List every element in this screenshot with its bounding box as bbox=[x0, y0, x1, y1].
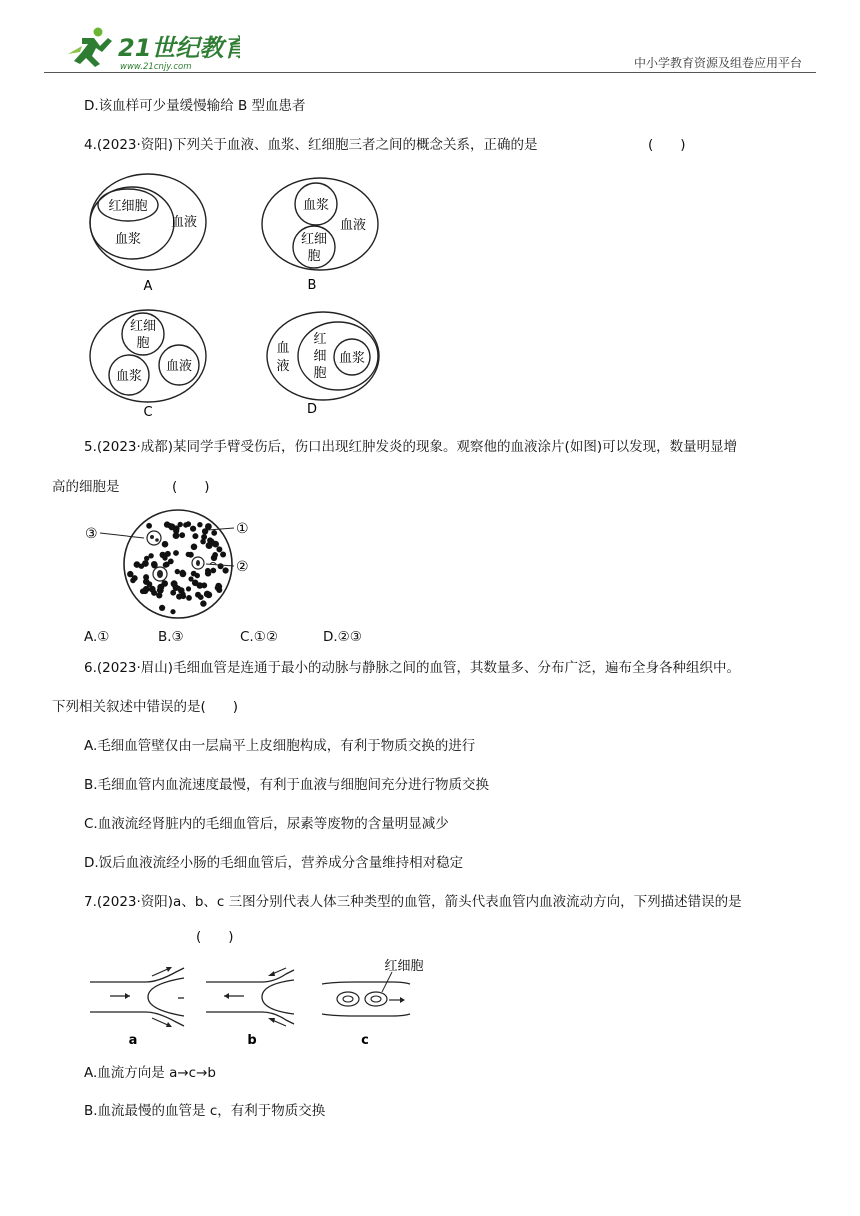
q4d-rbc-1: 红 bbox=[313, 332, 327, 347]
q6-option-d: D.饭后血液流经小肠的毛细血管后，营养成分含量维持相对稳定 bbox=[84, 855, 464, 871]
q5-option-d: D.②③ bbox=[323, 629, 362, 645]
logo-text: 21世纪教育 bbox=[118, 34, 240, 62]
q6-option-b: B.毛细血管内血流速度最慢，有利于血液与细胞间充分进行物质交换 bbox=[84, 777, 490, 793]
red-blood-cell-dot bbox=[212, 541, 219, 548]
q4d-blood-2: 液 bbox=[276, 359, 290, 374]
header-divider bbox=[44, 72, 816, 73]
red-blood-cell-dot bbox=[197, 522, 202, 527]
q4-diagram-b bbox=[262, 178, 378, 293]
q5-blood-smear-figure bbox=[80, 506, 280, 620]
rbc-label: 红细胞 bbox=[384, 959, 424, 974]
red-blood-cell-dot bbox=[143, 574, 149, 580]
q4b-blood: 血液 bbox=[339, 218, 367, 233]
label-1: ① bbox=[236, 521, 249, 537]
q7-stem: 7.(2023·资阳)a、b、c 三图分别代表人体三种类型的血管，箭头代表血管内血液流动方向，下列描述错误的是 bbox=[84, 894, 742, 910]
q4-answer-paren: ( ) bbox=[648, 137, 686, 153]
red-blood-cell-dot bbox=[223, 567, 229, 573]
red-blood-cell-dot bbox=[147, 581, 153, 587]
red-blood-cell-dot bbox=[186, 586, 191, 591]
q4a-blood: 血液 bbox=[170, 215, 198, 230]
vessel-c bbox=[322, 959, 424, 1048]
label-3: ③ bbox=[85, 526, 98, 542]
red-blood-cell-dot bbox=[186, 595, 192, 601]
red-blood-cell-dot bbox=[204, 591, 211, 598]
label-b: b bbox=[247, 1033, 257, 1048]
red-blood-cell-dot bbox=[188, 552, 194, 558]
header-platform-text: 中小学教育资源及组卷应用平台 bbox=[633, 56, 802, 70]
red-blood-cell-dot bbox=[198, 594, 204, 600]
q4c-plasma: 血浆 bbox=[115, 369, 143, 384]
q4b-plasma: 血浆 bbox=[302, 198, 330, 213]
q4-figure bbox=[80, 170, 400, 420]
vessel-a bbox=[90, 967, 184, 1048]
red-blood-cell-dot bbox=[188, 576, 193, 581]
q6-stem-line1: 6.(2023·眉山)毛细血管是连通于最小的动脉与静脉之间的血管，其数量多、分布广泛，遍布全身各种组织中。 bbox=[84, 660, 741, 676]
red-blood-cell-dot bbox=[170, 609, 175, 614]
red-blood-cell-dot bbox=[170, 590, 176, 596]
q7-option-a: A.血流方向是 a→c→b bbox=[84, 1065, 216, 1081]
runner-logo-icon bbox=[68, 28, 112, 68]
red-blood-cell-dot bbox=[211, 530, 217, 536]
red-blood-cell-dot bbox=[173, 550, 179, 556]
q6-option-a: A.毛细血管壁仅由一层扁平上皮细胞构成，有利于物质交换的进行 bbox=[84, 738, 476, 754]
header-logo bbox=[60, 24, 240, 72]
red-blood-cell-dot bbox=[163, 562, 169, 568]
red-blood-cell-dot bbox=[201, 534, 207, 540]
red-blood-cell-dot bbox=[159, 605, 165, 611]
red-blood-cell-dot bbox=[181, 592, 186, 597]
red-blood-cell-dot bbox=[186, 521, 192, 527]
red-blood-cell-dot bbox=[212, 552, 218, 558]
q4c-blood: 血液 bbox=[165, 359, 193, 374]
q7-vessels-figure bbox=[86, 954, 436, 1050]
red-blood-cell-dot bbox=[162, 541, 169, 548]
q4-diagram-c bbox=[90, 310, 206, 420]
red-blood-cell-dot bbox=[205, 568, 211, 574]
q7-answer-paren: ( ) bbox=[196, 929, 234, 945]
q6-option-c: C.血液流经肾脏内的毛细血管后，尿素等废物的含量明显减少 bbox=[84, 816, 449, 832]
red-blood-cell-dot bbox=[192, 533, 198, 539]
q3-option-d: D.该血样可少量缓慢输给 B 型血患者 bbox=[84, 98, 306, 114]
q4b-rbc-1: 红细 bbox=[300, 232, 328, 247]
q4a-rbc: 红细胞 bbox=[108, 199, 148, 214]
red-blood-cell-dot bbox=[175, 569, 180, 574]
q7-option-b: B.血流最慢的血管是 c，有利于物质交换 bbox=[84, 1103, 326, 1119]
red-blood-cell-dot bbox=[180, 570, 185, 575]
q4d-rbc-2: 细 bbox=[313, 349, 327, 364]
q5-stem-line2: 高的细胞是 bbox=[52, 479, 120, 495]
red-blood-cell-dot bbox=[206, 542, 213, 549]
q5-answer-paren: ( ) bbox=[172, 479, 210, 495]
q4-stem: 4.(2023·资阳)下列关于血液、血浆、红细胞三者之间的概念关系，正确的是 bbox=[84, 137, 538, 153]
red-blood-cell-dot bbox=[176, 586, 181, 591]
red-blood-cell-dot bbox=[202, 528, 208, 534]
vessel-b bbox=[206, 968, 294, 1048]
q4b-rbc-2: 胞 bbox=[307, 249, 321, 264]
red-blood-cell-dot bbox=[218, 563, 224, 569]
red-blood-cell-dot bbox=[142, 560, 149, 567]
q4-diagram-d bbox=[267, 312, 379, 417]
red-blood-cell-dot bbox=[191, 544, 198, 551]
q4c-rbc-2: 胞 bbox=[136, 336, 150, 351]
q6-stem-line2: 下列相关叙述中错误的是( ) bbox=[52, 699, 239, 715]
q4b-label: B bbox=[307, 278, 317, 293]
red-blood-cell-dot bbox=[160, 552, 166, 558]
q4c-rbc-1: 红细 bbox=[129, 319, 157, 334]
label-a: a bbox=[128, 1033, 138, 1048]
q4a-plasma: 血浆 bbox=[114, 232, 142, 247]
label-c: c bbox=[361, 1033, 369, 1048]
red-blood-cell-dot bbox=[134, 561, 141, 568]
red-blood-cell-dot bbox=[191, 571, 197, 577]
red-blood-cell-dot bbox=[220, 552, 226, 558]
q5-stem-line1: 5.(2023·成都)某同学手臂受伤后，伤口出现红肿发炎的现象。观察他的血液涂片(如图)可以发现，数量明显增 bbox=[84, 439, 738, 455]
red-blood-cell-dot bbox=[156, 592, 162, 598]
q4c-label: C bbox=[143, 405, 153, 420]
label-2: ② bbox=[236, 559, 249, 575]
q4-diagram-a bbox=[90, 174, 206, 294]
red-blood-cell-dot bbox=[132, 575, 138, 581]
q4d-blood-1: 血 bbox=[276, 341, 290, 356]
red-blood-cell-dot bbox=[210, 568, 216, 574]
q4d-plasma: 血浆 bbox=[338, 351, 366, 366]
red-blood-cell-dot bbox=[190, 526, 196, 532]
red-blood-cell-dot bbox=[179, 532, 185, 538]
q4a-label: A bbox=[143, 279, 153, 294]
red-blood-cell-dot bbox=[216, 546, 222, 552]
logo-url-text: www.21cnjy.com bbox=[120, 62, 192, 72]
q4d-label: D bbox=[306, 402, 318, 417]
red-blood-cell-dot bbox=[146, 523, 152, 529]
q5-option-b: B.③ bbox=[158, 629, 184, 645]
red-blood-cell-dot bbox=[140, 589, 146, 595]
q5-option-a: A.① bbox=[84, 629, 110, 645]
red-blood-cell-dot bbox=[200, 600, 206, 606]
q4d-rbc-3: 胞 bbox=[313, 366, 327, 381]
red-blood-cell-dot bbox=[157, 584, 164, 591]
red-blood-cell-dot bbox=[215, 585, 221, 591]
q5-option-c: C.①② bbox=[240, 629, 278, 645]
red-blood-cell-dot bbox=[197, 582, 204, 589]
red-blood-cell-dot bbox=[173, 525, 179, 531]
